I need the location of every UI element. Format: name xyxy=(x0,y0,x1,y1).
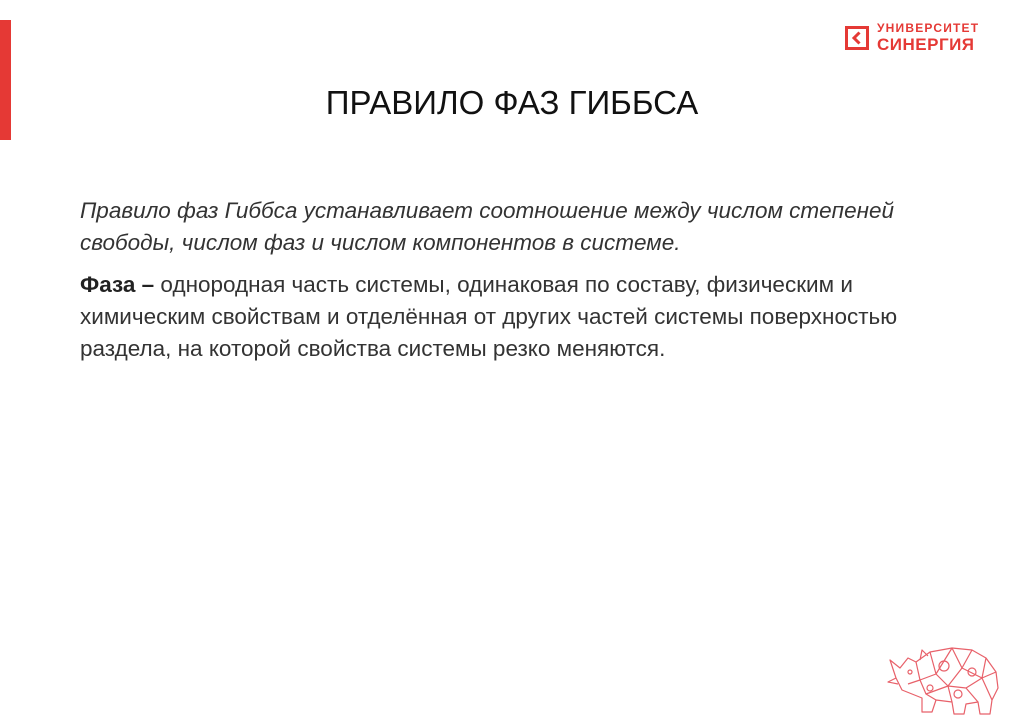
intro-paragraph: Правило фаз Гиббса устанавливает соотношение между числом степеней свободы, числом фаз и числом компонентов в системе. xyxy=(80,198,894,255)
logo-line-synergy: СИНЕРГИЯ xyxy=(877,35,975,54)
definition-term: Фаза – xyxy=(80,272,155,297)
university-logo xyxy=(845,22,979,53)
accent-bar xyxy=(0,20,11,140)
definition-paragraph xyxy=(80,269,960,365)
definition-text: однородная часть системы, одинаковая по составу, физическим и химическим свойствам и отделённая от других частей системы поверхностью раздела, на которой свойства системы резко меняются. xyxy=(80,272,898,361)
slide-content xyxy=(80,195,960,375)
slide-title: ПРАВИЛО ФАЗ ГИББСА xyxy=(325,84,699,121)
logo-text xyxy=(877,22,979,53)
logo-line-university: УНИВЕРСИТЕТ xyxy=(877,21,980,35)
chevron-left-square-icon xyxy=(845,26,869,50)
rhino-icon xyxy=(886,638,1004,718)
